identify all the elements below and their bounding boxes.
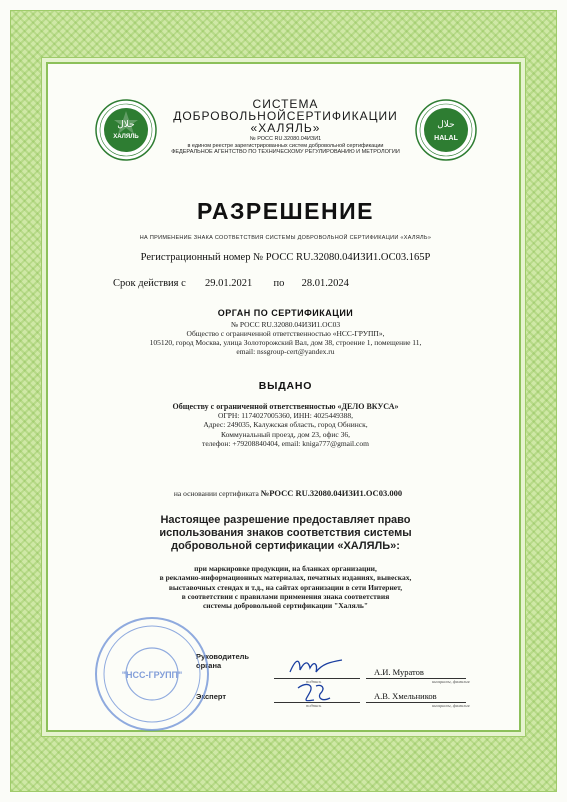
organ-email: email: nssgroup-cert@yandex.ru (236, 347, 335, 356)
nss-group-stamp-icon (92, 614, 212, 734)
grant-line3: добровольной сертификации «ХАЛЯЛЬ»: (171, 540, 400, 552)
expert-name-caption: инициалы, фамилия (432, 703, 470, 708)
usage-line2: в рекламно-информационных материалах, печатных изданиях, вывесках, (159, 573, 412, 583)
usage-line3: выставочных стендах и т.д., на сайтах организации в сети Интернет, (168, 582, 403, 592)
document-subtitle: НА ПРИМЕНЕНИЕ ЗНАКА СООТВЕТСТВИЯ СИСТЕМЫ ДОБРОВОЛЬНОЙ СЕРТИФИКАЦИИ «ХАЛЯЛЬ» (139, 235, 432, 241)
validity-to-label: по (273, 278, 285, 289)
issued-heading: ВЫДАНО (258, 380, 313, 392)
basis-number: №РОСС RU.32080.04ИЗИ1.ОС03.000 (260, 488, 403, 498)
expert-name: А.В. Хмельников (374, 691, 437, 701)
system-title (48, 98, 523, 134)
usage-conditions (48, 564, 523, 610)
certificate-basis (88, 488, 488, 498)
issued-line2: ОГРН: 1174027005360, ИНН: 4025449388, (217, 411, 354, 421)
certificate-body (46, 62, 521, 732)
system-registry-note (48, 136, 523, 156)
grant-line1: Настоящее разрешение предоставляет право (160, 514, 411, 526)
system-line2: ДОБРОВОЛЬНОЙСЕРТИФИКАЦИИ (173, 109, 398, 123)
registration-number: Регистрационный номер № РОСС RU.32080.04ИЗИ1.ОС03.165Р (140, 252, 431, 263)
reg-note3: ФЕДЕРАЛЬНОЕ АГЕНТСТВО ПО ТЕХНИЧЕСКОМУ РЕГУЛИРОВАНИЮ И МЕТРОЛОГИИ (171, 149, 400, 155)
validity-label: Срок действия с (113, 278, 186, 289)
head-label-line1: Руководитель (196, 652, 249, 661)
logo-left-text: ХАЛЯЛЬ (113, 134, 139, 140)
stamp-center-text: "НСС-ГРУПП" (121, 670, 183, 680)
usage-line1: при маркировке продукции, на бланках организации, (194, 564, 377, 573)
basis-prefix: на основании сертификата (173, 489, 261, 498)
issued-line4: Коммунальный проезд, дом 23, офис 36, (221, 429, 350, 439)
head-signature-icon (286, 654, 346, 678)
system-line1: СИСТЕМА (252, 97, 319, 111)
system-line3: «ХАЛЯЛЬ» (250, 121, 321, 135)
head-label-line2: органа (196, 661, 222, 670)
validity-period (113, 278, 349, 289)
organ-heading: ОРГАН ПО СЕРТИФИКАЦИИ (217, 308, 354, 318)
organ-line1: № РОСС RU.32080.04ИЗИ1.ОС03 (230, 320, 341, 329)
logo-right-arabic: حلال (437, 120, 455, 130)
issued-line3: Адрес: 249035, Калужская область, город Обнинск, (203, 420, 368, 430)
head-name-caption: инициалы, фамилия (432, 679, 470, 684)
head-name: А.И. Муратов (374, 667, 424, 677)
logo-right-text: HALAL (434, 135, 458, 142)
issued-company: Обществу с ограниченной ответственностью «ДЕЛО ВКУСА» (172, 402, 399, 411)
head-signature-caption: подпись (306, 679, 322, 684)
valid-from: 29.01.2021 (205, 278, 253, 289)
valid-to: 28.01.2024 (301, 278, 349, 289)
organ-line2: Общество с ограниченной ответственностью «НСС-ГРУПП», (186, 329, 385, 338)
usage-line5: системы добровольной сертификации "Халяль" (202, 601, 369, 611)
usage-line4: в соответствии с правилами применения знака соответствия (181, 591, 390, 601)
expert-label: Эксперт (196, 692, 227, 701)
issued-details (48, 402, 523, 448)
issued-contacts: телефон: +79208840404, email: kniga777@gmail.com (202, 438, 369, 448)
reg-note2: в едином реестре зарегистрированных систем добровольной сертификации (187, 142, 384, 149)
organ-line3: 105120, город Москва, улица Золоторожский Вал, дом 38, строение 1, помещение 11, (149, 338, 422, 347)
grant-statement (48, 514, 523, 553)
reg-note1: № РОСС RU.32080.04ИЗИ1 (249, 136, 322, 142)
document-title: РАЗРЕШЕНИЕ (197, 198, 374, 224)
logo-left-arabic: حلال (117, 120, 135, 130)
organ-details (48, 320, 523, 356)
grant-line2: использования знаков соответствия системы (159, 527, 412, 539)
expert-signature-caption: подпись (306, 703, 322, 708)
